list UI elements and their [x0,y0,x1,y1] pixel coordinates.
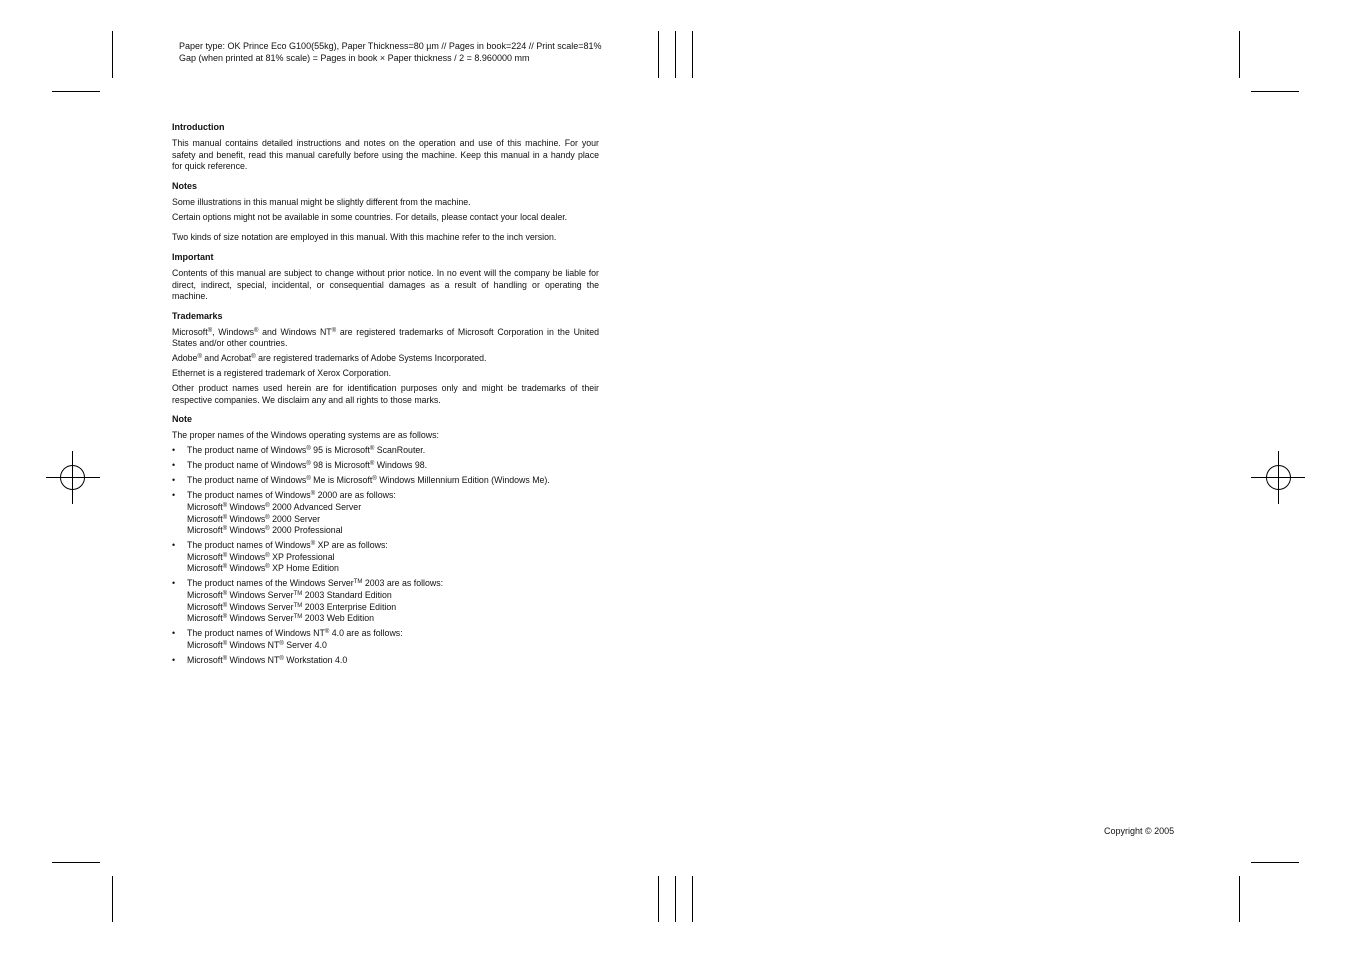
introduction-body: This manual contains detailed instructions and notes on the operation and use of this machine. For your safety and benefit, read this manual carefully before using the machine. Keep this manual in a handy place for quick reference. [172,138,599,172]
notes-heading: Notes [172,180,198,191]
trademarks-heading: Trademarks [172,310,223,321]
list-item: • The product name of Windows® 98 is Microsoft® Windows 98. [172,460,428,471]
important-body: Contents of this manual are subject to change without prior notice. In no event will the company be liable for direct, indirect, special, incidental, or consequential damages as a result of handling or operating the machine. [172,267,599,302]
notes-paragraph: Two kinds of size notation are employed in this manual. With this machine refer to the inch version. [172,232,557,243]
print-info-line-2: Gap (when printed at 81% scale) = Pages in book × Paper thickness / 2 = 8.960000 mm [179,53,530,63]
list-item: • The product name of Windows® 95 is Microsoft® ScanRouter. [172,445,426,456]
list-item: • The product names of Windows® XP are as follows: Microsoft® Windows® XP Professional Microsoft® Windows® XP Home Edition [172,540,388,574]
section-introduction [172,121,599,173]
trademark-other: Other product names used herein are for identification purposes only and might be trademarks of their respective companies. We disclaim any and all rights to those marks. [172,383,599,405]
list-item: • The product name of Windows® Me is Microsoft® Windows Millennium Edition (Windows Me). [172,475,550,486]
print-info [179,40,602,64]
note-heading: Note [172,414,192,425]
list-item: • The product names of the Windows Server™ 2003 are as follows: Microsoft® Windows Server™ 2003 Standard Edition Microsoft® Windows Server™ 2003 Enterprise Edition Microsoft® Windows Server™ 2003 Web Edition [172,578,444,624]
introduction-heading: Introduction [172,122,225,132]
windows-names-list [172,445,599,666]
trademark-microsoft: Microsoft®, Windows® and Windows NT® are registered trademarks of Microsoft Corporation in the United States and/or other countries. [172,326,599,349]
important-heading: Important [172,251,214,262]
section-notes [172,180,599,244]
copyright-notice: Copyright © 2005 [1104,826,1175,836]
trademark-adobe: Adobe® and Acrobat® are registered trademarks of Adobe Systems Incorporated. [172,353,487,364]
manual-front-matter [172,121,599,673]
list-item: • Microsoft® Windows NT® Workstation 4.0 [172,654,348,665]
section-important [172,251,599,303]
trademark-ethernet: Ethernet is a registered trademark of Xerox Corporation. [172,368,392,379]
print-info-line-1: Paper type: OK Prince Eco G100(55kg), Paper Thickness=80 µm // Pages in book=224 // Print scale=81% [179,41,602,51]
section-trademarks [172,310,599,407]
notes-paragraph: Certain options might not be available in some countries. For details, please contact your local dealer. [172,211,568,222]
notes-paragraph: Some illustrations in this manual might be slightly different from the machine. [172,196,471,207]
list-item: • The product names of Windows® 2000 are as follows: Microsoft® Windows® 2000 Advanced Server Microsoft® Windows® 2000 Server Microsoft® Windows® 2000 Professional [172,490,396,536]
section-note [172,413,599,666]
list-item: • The product names of Windows NT® 4.0 are as follows: Microsoft® Windows NT® Server 4.0 [172,628,403,650]
note-intro: The proper names of the Windows operating systems are as follows: [172,430,439,441]
